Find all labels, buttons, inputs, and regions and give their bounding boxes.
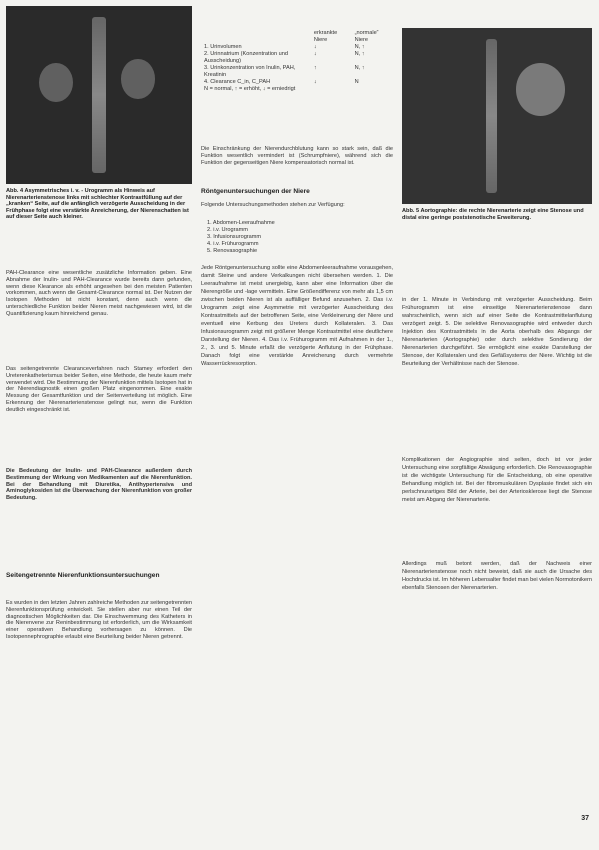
table-row	[201, 79, 393, 86]
col2-list-intro: Folgende Untersuchungsmethoden stehen zur Verfügung:	[201, 202, 345, 208]
table-cell: ↓	[313, 51, 317, 57]
table-cell: N	[354, 79, 359, 85]
method-list	[207, 220, 393, 255]
table-header-row	[201, 30, 393, 44]
overview-table	[201, 30, 393, 93]
table-cell: 1. Urinvolumen	[204, 44, 242, 50]
col3-paragraph-1: in der 1. Minute in Verbindung mit verzögerter Ausscheidung. Beim Frühurogramm ist eine einseitige Nierenarterienstenose dann wahrscheinlich, wenn sich auf einer Seite die Kontrastmittelanflutung verzögert zeigt. 5. Die selektive Renovasographie wird entweder durch Injektion des Kontrastmittels in die Aorta oberhalb des Abgangs der Nierenarterien (Aortographie) oder durch selektive Sondierung der Nierenarterien durchgeführt. Sie ermöglicht eine exakte Darstellung der Stenose, der Kollateralen und des Gefäßsystems der Niere. Wichtig ist die Beurteilung der Verhältnisse nach der Stenose.	[402, 297, 592, 367]
list-item: 5. Renovasographie	[207, 248, 258, 254]
table-cell: ↑	[313, 65, 317, 71]
figure-5-caption: Abb. 5 Aortographie: die rechte Nierenarterie zeigt eine Stenose und distal eine geringe poststenotische Erweiterung.	[402, 208, 584, 221]
col1-paragraph-3: Die Bedeutung der Inulin- und PAH-Clearance außerdem durch Bestimmung der Wirkung von Medikamenten auf die Nierenfunktion. Bei der Behandlung mit Diuretika, Antihypertensiva und Aminoglykosiden ist die Überwachung der Nierenfunktion von großer Bedeutung.	[6, 468, 192, 502]
table-cell: N, ↑	[354, 44, 365, 50]
col3-paragraph-3: Allerdings muß betont werden, daß der Nachweis einer Nierenarterienstenose noch nicht beweist, daß sie auch die Ursache des Hochdrucks ist. Im höheren Lebensalter findet man bei vielen Normotonikern ebenfalls Stenosen der Nierenarterien.	[402, 561, 592, 591]
col2-main-text: Jede Röntgenuntersuchung sollte eine Abdomenleeraufnahme vorausgehen, damit Steine und andere Verkalkungen nicht übersehen werden. 1. Die Leeraufnahme ist meist unergiebig, kann aber eine Information über die Nierengröße und -lage vermitteln. Eine Größendifferenz von mehr als 1,5 cm zwischen beiden Nieren ist als auffälliger Befund anzusehen. 2. Das i.v. Urogramm zeigt eine Asymmetrie mit verzögerter Ausscheidung des Kontrastmittels auf der betroffenen Seite, eine Verkleinerung der Niere und eventuell eine Kerbung des Ureters durch Kollateralen. 3. Das Infusionsurogramm zeigt mit größerer Menge Kontrastmittel eine deutlichere Darstellung der Nieren. 4. Das i.v. Frühurogramm mit Aufnahmen in der 1., 2., 3. und 5. Minute erfaßt die verzögerte Anflutung in der Frühphase. Danach folgt eine verstärkte Anreicherung durch vermehrte Wasserrückresorption.	[201, 265, 393, 367]
list-item: 3. Infusionsurogramm	[207, 234, 262, 240]
col3-paragraph-2: Komplikationen der Angiographie sind selten, doch ist vor jeder Untersuchung eine sorgfältige Abwägung erforderlich. Die Renovasographie ist die wichtigste Untersuchung für die Entscheidung, ob eine operative Behandlung möglich ist. Bei der fibromuskulären Dysplasie findet sich ein perlschnurartiges Bild der Arterie, bei der Arteriosklerose liegt die Stenose meist am Abgang der Nierenarterie.	[402, 457, 592, 503]
table-cell: N, ↑	[354, 51, 365, 57]
table-row	[201, 51, 393, 65]
table-cell: 2. Urinnatrium (Konzentration und Ausscheidung)	[204, 51, 288, 64]
col1-paragraph-1: PAH-Clearance eine wesentliche zusätzliche Information geben. Eine Abnahme der Inulin- und PAH-Clearance wurde bereits dann gefunden, wenn diese Klearance als erhöht angesehen bei den meisten Patienten vorkommen, auch wenn die Gesamt-Clearance normal ist. Der Nutzen der Isotopen Methoden ist nicht konstant, denn auch wenn die unterschiedliche Funktion beider Nieren meist nachgewiesen wird, ist die Quantifizierung kaum hinreichend genau.	[6, 270, 192, 317]
list-item: 2. i.v. Urogramm	[207, 227, 248, 233]
table-cell: ↓	[313, 79, 317, 85]
table-header-cell	[201, 30, 311, 44]
col1-paragraph-2: Das seitengetrennte Clearanceverfahren nach Stamey erfordert den Ureterenkatheterismus beider Seiten, eine Methode, die heute kaum mehr verwendet wird. Die Bestimmung der Nierenfunktion mittels Isotopen hat in der Nierendiagnostik einen großen Platz eingenommen. Eine exakte Messung der Gesamtfunktion und der Seitenverteilung ist möglich. Eine Erkennung der Nierenarterienstenose gelingt nur, wenn die Funktion deutlich eingeschränkt ist.	[6, 366, 192, 413]
table-row	[201, 44, 393, 51]
figure-4-urogram-image	[6, 6, 192, 184]
col1-heading: Seitengetrennte Nierenfunktionsuntersuchungen	[6, 572, 160, 579]
figure-4-caption: Abb. 4 Asymmetrisches i. v. - Urogramm als Hinweis auf Nierenarterienstenose links mit schlechter Kontrastfüllung auf der „kranken“ Seite, auf die anfänglich verzögerte Ausscheidung in der Frühphase folgt eine verstärkte Anreicherung, der Nierenschatten ist auf dieser Seite auch kleiner.	[6, 188, 189, 221]
col2-intro-paragraph: Die Einschränkung der Nierendurchblutung kann so stark sein, daß die Funktion wesentlich vermindert ist (Schrumpfniere), während sich die Funktion der gegenseitigen Niere kompensatorisch normal ist.	[201, 146, 393, 166]
table-row	[201, 65, 393, 79]
col1-paragraph-4: Es wurden in den letzten Jahren zahlreiche Methoden zur seitengetrennten Nierenfunktionsprüfung entwickelt. Sie stellen aber nur einen Teil der diagnostischen Möglichkeiten dar. Die Einschwemmung des Katheters in die Nierenvene zur Reninbestimmung ist erforderlich, um die Wirksamkeit einer operativen Behandlung vorhersagen zu können. Die Isotopennephrographie erlaubt eine Beurteilung beider Nieren getrennt.	[6, 600, 192, 640]
table-header-cell: „normale“ Niere	[354, 30, 379, 43]
table-footnote: N = normal, ↑ = erhöht, ↓ = erniedrigt	[204, 86, 296, 92]
list-item: 4. i.v. Frühurogramm	[207, 241, 259, 247]
figure-5-angiogram-image	[402, 28, 592, 204]
page-number: 37	[581, 815, 589, 822]
table-header-cell: erkrankte Niere	[313, 30, 338, 43]
col2-heading: Röntgenuntersuchungen der Niere	[201, 188, 310, 195]
table-cell: N, ↑	[354, 65, 365, 71]
table-cell: 4. Clearance C_in, C_PAH	[204, 79, 271, 85]
list-item: 1. Abdomen-Leeraufnahme	[207, 220, 275, 226]
table-cell: ↓	[313, 44, 317, 50]
table-cell: 3. Urinkonzentration von Inulin, PAH, Kreatinin	[204, 65, 296, 78]
table-row	[201, 86, 393, 93]
